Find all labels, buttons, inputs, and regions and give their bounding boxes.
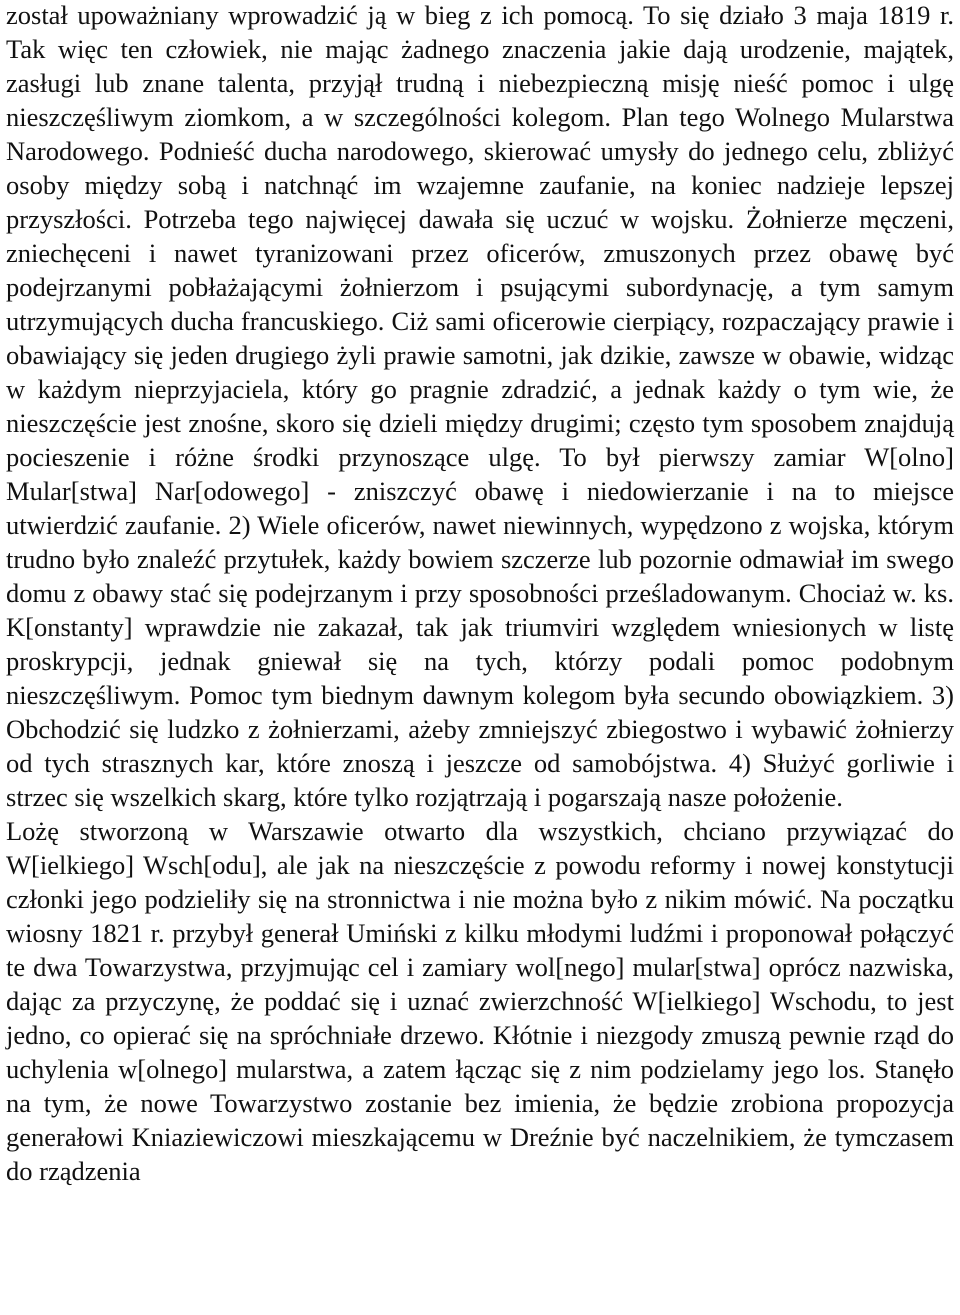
- document-paragraph-1: został upoważniany wprowadzić ją w bieg z ich pomocą. To się działo 3 maja 1819 r. Tak więc ten człowiek, nie mając żadnego znaczenia jakie dają urodzenie, majątek, zasługi lub znane talenta, przyjął trudną i niebezpieczną misję nieść pomoc i ulgę nieszczęśliwym ziomkom, a w szczególności kolegom. Plan tego Wolnego Mularstwa Narodowego. Podnieść ducha narodowego, skierować umysły do jednego celu, zbliżyć osoby między sobą i natchnąć im wzajemne zaufanie, na koniec nadzieje lepszej przyszłości. Potrzeba tego najwięcej dawała się uczuć w wojsku. Żołnierze męczeni, zniechęceni i nawet tyranizowani przez oficerów, zmuszonych przez obawę być podejrzanymi pobłażającymi żołnierzom i psującymi subordynację, a tym samym utrzymujących ducha francuskiego. Ciż sami oficerowie cierpiący, rozpaczający prawie i obawiający się jeden drugiego żyli prawie samotni, jak dzikie, zawsze w obawie, widząc w każdym nieprzyjaciela, który go pragnie zdradzić, a jednak każdy o tym wie, że nieszczęście jest znośne, skoro się dzieli między drugimi; często tym sposobem znajdują pocieszenie i różne środki przynoszące ulgę. To był pierwszy zamiar W[olno] Mular[stwa] Nar[odowego] - zniszczyć obawę i niedowierzanie i na to miejsce utwierdzić zaufanie. 2) Wiele oficerów, nawet niewinnych, wypędzono z wojska, którym trudno było znaleźć przytułek, każdy bowiem szczerze lub pozornie odmawiał im swego domu z obawy stać się podejrzanym i przy sposobności prześladowanym. Chociaż w. ks. K[onstanty] wprawdzie nie zakazał, tak jak triumviri względem wniesionych w listę proskrypcji, jednak gniewał się na tych, którzy podali pomoc podobnym nieszczęśliwym. Pomoc tym biednym dawnym kolegom była secundo obowiązkiem. 3) Obchodzić się ludzko z żołnierzami, ażeby zmniejszyć zbiegostwo i wybawić żołnierzy od tych strasznych kar, które znoszą i jeszcze od samobójstwa. 4) Służyć gorliwie i strzec się wszelkich skarg, które tylko rozjątrzają i pogarszają nasze położenie.: [6, 0, 954, 812]
- document-paragraph-2: Lożę stworzoną w Warszawie otwarto dla wszystkich, chciano przywiązać do W[ielkiego] Wsch[odu], ale jak na nieszczęście z powodu reformy i nowej konstytucji członki jego podzieliły się na stronnictwa i nie można było z nikim mówić. Na początku wiosny 1821 r. przybył generał Umiński z kilku młodymi ludźmi i proponował połączyć te dwa Towarzystwa, przyjmując cel i zamiary wol[nego] mular[stwa] oprócz nazwiska, dając za przyczynę, że poddać się i uznać zwierzchność W[ielkiego] Wschodu, to jest jedno, co opierać się na spróchniałe drzewo. Kłótnie i niezgody zmuszą pewnie rząd do uchylenia w[olnego] mularstwa, a zatem łącząc się z nim podzielamy jego los. Stanęło na tym, że nowe Towarzystwo zostanie bez imienia, że będzie zrobiona propozycja generałowi Kniaziewiczowi mieszkającemu w Dreźnie być naczelnikiem, że tymczasem do rządzenia: [6, 816, 954, 1186]
